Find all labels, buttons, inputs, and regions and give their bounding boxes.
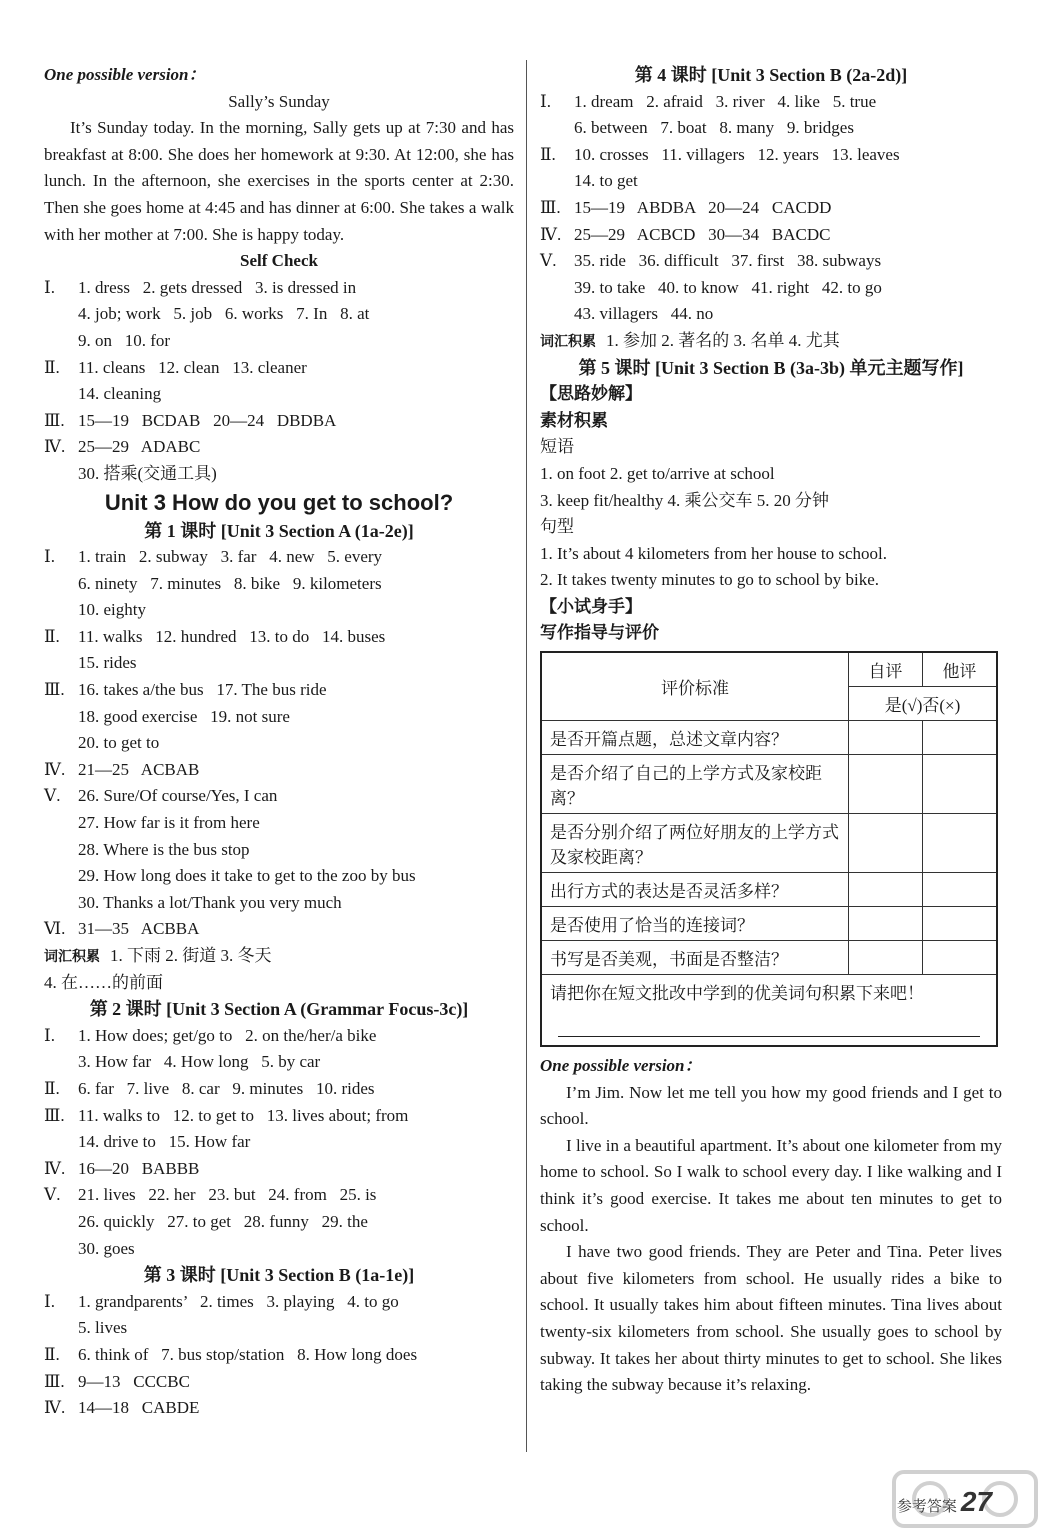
- vocab-1-b: 4. 在……的前面: [44, 972, 163, 992]
- answer-line: [44, 1289, 514, 1316]
- phrase-label: 短语: [540, 437, 574, 457]
- answer-text: 15—19 BCDAB 20—24 DBDBA: [78, 410, 337, 430]
- answer-text: 14. to get: [574, 171, 638, 191]
- criteria-row: 是否分别介绍了两位好朋友的上学方式及家校距离？: [541, 814, 849, 873]
- self-eval-cell[interactable]: [849, 721, 923, 755]
- criteria-row: 是否介绍了自己的上学方式及家校距离？: [541, 755, 849, 814]
- answer-line: [44, 1315, 514, 1342]
- answer-line: [44, 434, 514, 461]
- notes-cell: [541, 975, 997, 1047]
- essay-title: Sally’s Sunday: [228, 91, 330, 111]
- notes-prompt: 请把你在短文批改中学到的优美词句积累下来吧！: [550, 984, 924, 1004]
- answer-line: [44, 1156, 514, 1183]
- answer-text: 1. How does; get/go to 2. on the/her/a bike: [78, 1025, 377, 1045]
- lesson-2-title: 第 2 课时 [Unit 3 Section A (Grammar Focus-3c)]: [89, 999, 469, 1020]
- phrases-1: 1. on foot 2. get to/arrive at school: [540, 463, 775, 483]
- item-number: Ⅲ.: [44, 1105, 65, 1125]
- answer-line: [44, 916, 514, 943]
- criteria-row: 书写是否美观，书面是否整洁？: [541, 941, 849, 975]
- item-number: Ⅳ.: [44, 1398, 66, 1418]
- answer-text: 21. lives 22. her 23. but 24. from 25. is: [78, 1185, 377, 1205]
- item-number: Ⅱ.: [44, 357, 60, 377]
- vocab-label: 词汇积累: [44, 950, 100, 965]
- lesson-3-answers: [44, 1289, 514, 1422]
- answer-line: [540, 301, 1002, 328]
- answer-text: 1. train 2. subway 3. far 4. new 5. every: [78, 547, 383, 567]
- self-check-title: Self Check: [240, 251, 318, 271]
- lesson-3-title: 第 3 课时 [Unit 3 Section B (1a-1e)]: [143, 1265, 415, 1286]
- idea-label: 【思路妙解】: [540, 384, 642, 404]
- answer-line: [44, 677, 514, 704]
- item-number: Ⅳ.: [44, 759, 66, 779]
- answer-line: [44, 890, 514, 917]
- answer-text: 10. eighty: [78, 600, 146, 620]
- lesson-5-title: 第 5 课时 [Unit 3 Section B (3a-3b) 单元主题写作]: [578, 357, 964, 378]
- item-number: Ⅴ.: [44, 786, 61, 806]
- answer-line: [540, 89, 1002, 116]
- answer-line: [540, 248, 1002, 275]
- evaluation-table: [540, 651, 998, 1047]
- self-eval-cell[interactable]: [849, 907, 923, 941]
- answer-text: 21—25 ACBAB: [78, 759, 200, 779]
- answer-line: [44, 704, 514, 731]
- peer-eval-cell[interactable]: [922, 814, 997, 873]
- item-number: Ⅴ.: [540, 251, 557, 271]
- answer-text: 31—35 ACBBA: [78, 919, 200, 939]
- answer-line: [44, 1049, 514, 1076]
- answer-line: [540, 168, 1002, 195]
- essay-p1: I’m Jim. Now let me tell you how my good friends and I get to school.: [540, 1082, 1002, 1129]
- page-number: 27: [960, 1486, 992, 1517]
- answer-text: 14—18 CABDE: [78, 1398, 200, 1418]
- unit-title: Unit 3 How do you get to school?: [104, 489, 454, 515]
- answer-text: 39. to take 40. to know 41. right 42. to go: [574, 277, 882, 297]
- answer-text: 6. ninety 7. minutes 8. bike 9. kilometers: [78, 573, 382, 593]
- lesson-2-answers: [44, 1023, 514, 1262]
- answer-line: [44, 837, 514, 864]
- item-number: Ⅰ.: [44, 1291, 55, 1311]
- criteria-row: 出行方式的表达是否灵活多样？: [541, 873, 849, 907]
- answer-line: [540, 222, 1002, 249]
- answer-text: 14. drive to 15. How far: [78, 1132, 251, 1152]
- answer-line: [44, 1395, 514, 1422]
- answer-text: 26. Sure/Of course/Yes, I can: [78, 786, 278, 806]
- answer-line: [44, 1236, 514, 1263]
- answer-text: 11. cleans 12. clean 13. cleaner: [78, 357, 307, 377]
- answer-text: 6. far 7. live 8. car 9. minutes 10. rides: [78, 1078, 375, 1098]
- answer-line: [44, 301, 514, 328]
- answer-line: [44, 408, 514, 435]
- item-number: Ⅲ.: [540, 197, 561, 217]
- answer-line: [44, 757, 514, 784]
- answer-line: [44, 650, 514, 677]
- answer-line: [44, 1369, 514, 1396]
- lesson-4-answers: [540, 89, 1002, 328]
- peer-eval-cell[interactable]: [922, 907, 997, 941]
- self-eval-cell[interactable]: [849, 941, 923, 975]
- answer-text: 9—13 CCCBC: [78, 1371, 190, 1391]
- answer-line: [44, 1342, 514, 1369]
- answer-text: 18. good exercise 19. not sure: [78, 706, 290, 726]
- item-number: Ⅰ.: [44, 1025, 55, 1045]
- yes-no-header: 是(√)否(×): [849, 687, 998, 721]
- criteria-row: 是否使用了恰当的连接词？: [541, 907, 849, 941]
- answer-text: 20. to get to: [78, 733, 160, 753]
- answer-text: 25—29 ACBCD 30—34 BACDC: [574, 224, 831, 244]
- answer-line: [44, 597, 514, 624]
- answer-text: 25—29 ADABC: [78, 437, 201, 457]
- essay-p3: I have two good friends. They are Peter and Tina. Peter lives about five kilometers from school. He usually rides a bike to school. It usually takes him about fifteen minutes. Tina lives about twenty-six kilometers from school. She usually goes to school by subway. It takes her about thirty minutes to get to school. She likes taking the subway because it’s relaxing.: [540, 1242, 1002, 1395]
- answer-text: 3. How far 4. How long 5. by car: [78, 1052, 321, 1072]
- item-number: Ⅱ.: [44, 1078, 60, 1098]
- self-eval-cell[interactable]: [849, 814, 923, 873]
- peer-eval-cell[interactable]: [922, 873, 997, 907]
- answer-line: [44, 355, 514, 382]
- answer-line: [540, 275, 1002, 302]
- left-column: [44, 62, 514, 1422]
- column-divider: [526, 60, 527, 1452]
- sentence-2: 2. It takes twenty minutes to go to school by bike.: [540, 570, 880, 590]
- answer-text: 10. crosses 11. villagers 12. years 13. leaves: [574, 144, 900, 164]
- answer-text: 5. lives: [78, 1318, 128, 1338]
- answer-line: [44, 328, 514, 355]
- phrases-2: 3. keep fit/healthy 4. 乘公交车 5. 20 分钟: [540, 490, 829, 510]
- answer-text: 14. cleaning: [78, 384, 162, 404]
- vocab-4: 1. 参加 2. 著名的 3. 名单 4. 尤其: [606, 330, 840, 350]
- version-label: One possible version：: [44, 65, 206, 84]
- peer-eval-cell[interactable]: [922, 755, 997, 814]
- item-number: Ⅰ.: [44, 547, 55, 567]
- answer-text: 30. 搭乘(交通工具): [78, 463, 217, 483]
- item-number: Ⅲ.: [44, 410, 65, 430]
- answer-text: 1. grandparents’ 2. times 3. playing 4. to go: [78, 1291, 399, 1311]
- answer-text: 16—20 BABBB: [78, 1158, 200, 1178]
- answer-text: 27. How far is it from here: [78, 813, 260, 833]
- peer-eval-header: 他评: [922, 652, 997, 687]
- practice-label: 【小试身手】: [540, 596, 642, 616]
- lesson-4-title: 第 4 课时 [Unit 3 Section B (2a-2d)]: [634, 65, 908, 85]
- item-number: Ⅰ.: [44, 277, 55, 297]
- self-eval-cell[interactable]: [849, 755, 923, 814]
- item-number: Ⅴ.: [44, 1185, 61, 1205]
- footer-label: 参考答案: [896, 1498, 957, 1515]
- sentence-1: 1. It’s about 4 kilometers from her house to school.: [540, 543, 888, 563]
- answer-text: 29. How long does it take to get to the zoo by bus: [78, 866, 416, 886]
- peer-eval-cell[interactable]: [922, 721, 997, 755]
- item-number: Ⅲ.: [44, 1371, 65, 1391]
- item-number: Ⅳ.: [44, 1158, 66, 1178]
- item-number: Ⅱ.: [540, 144, 556, 164]
- answer-text: 15—19 ABDBA 20—24 CACDD: [574, 197, 832, 217]
- answer-line: [44, 381, 514, 408]
- page-footer: [897, 1486, 992, 1518]
- criteria-row: 是否开篇点题，总述文章内容？: [541, 721, 849, 755]
- vocab-label: 词汇积累: [540, 334, 596, 350]
- answer-text: 43. villagers 44. no: [574, 304, 714, 324]
- sentence-label: 句型: [540, 517, 574, 537]
- item-number: Ⅲ.: [44, 680, 65, 700]
- item-number: Ⅳ.: [44, 437, 66, 457]
- answer-line: [44, 571, 514, 598]
- answer-line: [44, 730, 514, 757]
- self-eval-header: 自评: [849, 652, 923, 687]
- item-number: Ⅱ.: [44, 626, 60, 646]
- answer-line: [540, 115, 1002, 142]
- answer-line: [44, 1103, 514, 1130]
- answer-text: 35. ride 36. difficult 37. first 38. subways: [574, 251, 882, 271]
- peer-eval-cell[interactable]: [922, 941, 997, 975]
- answer-line: [44, 461, 514, 488]
- answer-line: [540, 142, 1002, 169]
- answer-text: 26. quickly 27. to get 28. funny 29. the: [78, 1211, 368, 1231]
- answer-text: 15. rides: [78, 653, 137, 673]
- answer-text: 6. think of 7. bus stop/station 8. How long does: [78, 1344, 418, 1364]
- answer-text: 11. walks 12. hundred 13. to do 14. buses: [78, 626, 386, 646]
- essay-body: It’s Sunday today. In the morning, Sally gets up at 7:30 and has breakfast at 8:00. She does her homework at 9:30. At 12:00, she has lunch. In the afternoon, she exercises in the sports center at 2:30. Then she goes home at 4:45 and has dinner at 6:00. She takes a walk with her mother at 7:00. She is happy today.: [44, 118, 514, 244]
- answer-text: 30. Thanks a lot/Thank you very much: [78, 892, 342, 912]
- answer-line: [44, 275, 514, 302]
- answer-line: [44, 783, 514, 810]
- answer-line: [44, 1209, 514, 1236]
- self-eval-cell[interactable]: [849, 873, 923, 907]
- essay-p2: I live in a beautiful apartment. It’s about one kilometer from my home to school. So I walk to school every day. I like walking and I think it’s good exercise. It takes me about ten minutes to get to school.: [540, 1135, 1002, 1235]
- vocab-4-line: [540, 328, 1002, 355]
- answer-line: [44, 1076, 514, 1103]
- vocab-1-line: [44, 943, 514, 970]
- answer-text: 6. between 7. boat 8. many 9. bridges: [574, 118, 854, 138]
- answer-text: 4. job; work 5. job 6. works 7. In 8. at: [78, 304, 370, 324]
- answer-line: [44, 624, 514, 651]
- material-label: 素材积累: [540, 410, 608, 430]
- vocab-1-a: 1. 下雨 2. 街道 3. 冬天: [110, 946, 272, 965]
- answer-line: [44, 1023, 514, 1050]
- answer-line: [44, 863, 514, 890]
- answer-text: 1. dream 2. afraid 3. river 4. like 5. true: [574, 91, 877, 111]
- notes-blank-line[interactable]: [558, 1026, 980, 1037]
- answer-text: 28. Where is the bus stop: [78, 839, 250, 859]
- criteria-header: 评价标准: [541, 652, 849, 721]
- answer-line: [44, 1182, 514, 1209]
- guide-label: 写作指导与评价: [540, 623, 659, 643]
- item-number: Ⅵ.: [44, 919, 66, 939]
- version-label-2: One possible version：: [540, 1056, 702, 1076]
- answer-line: [540, 195, 1002, 222]
- answer-text: 16. takes a/the bus 17. The bus ride: [78, 680, 327, 700]
- lesson-1-answers: [44, 544, 514, 943]
- item-number: Ⅳ.: [540, 224, 562, 244]
- answer-text: 1. dress 2. gets dressed 3. is dressed in: [78, 277, 357, 297]
- answer-text: 30. goes: [78, 1238, 135, 1258]
- right-column: [540, 62, 1002, 1399]
- answer-line: [44, 810, 514, 837]
- self-check-answers: [44, 275, 514, 488]
- answer-line: [44, 544, 514, 571]
- answer-text: 11. walks to 12. to get to 13. lives about; from: [78, 1105, 409, 1125]
- lesson-1-title: 第 1 课时 [Unit 3 Section A (1a-2e)]: [144, 520, 414, 541]
- item-number: Ⅰ.: [540, 91, 551, 111]
- answer-text: 9. on 10. for: [78, 330, 171, 350]
- answer-line: [44, 1129, 514, 1156]
- item-number: Ⅱ.: [44, 1344, 60, 1364]
